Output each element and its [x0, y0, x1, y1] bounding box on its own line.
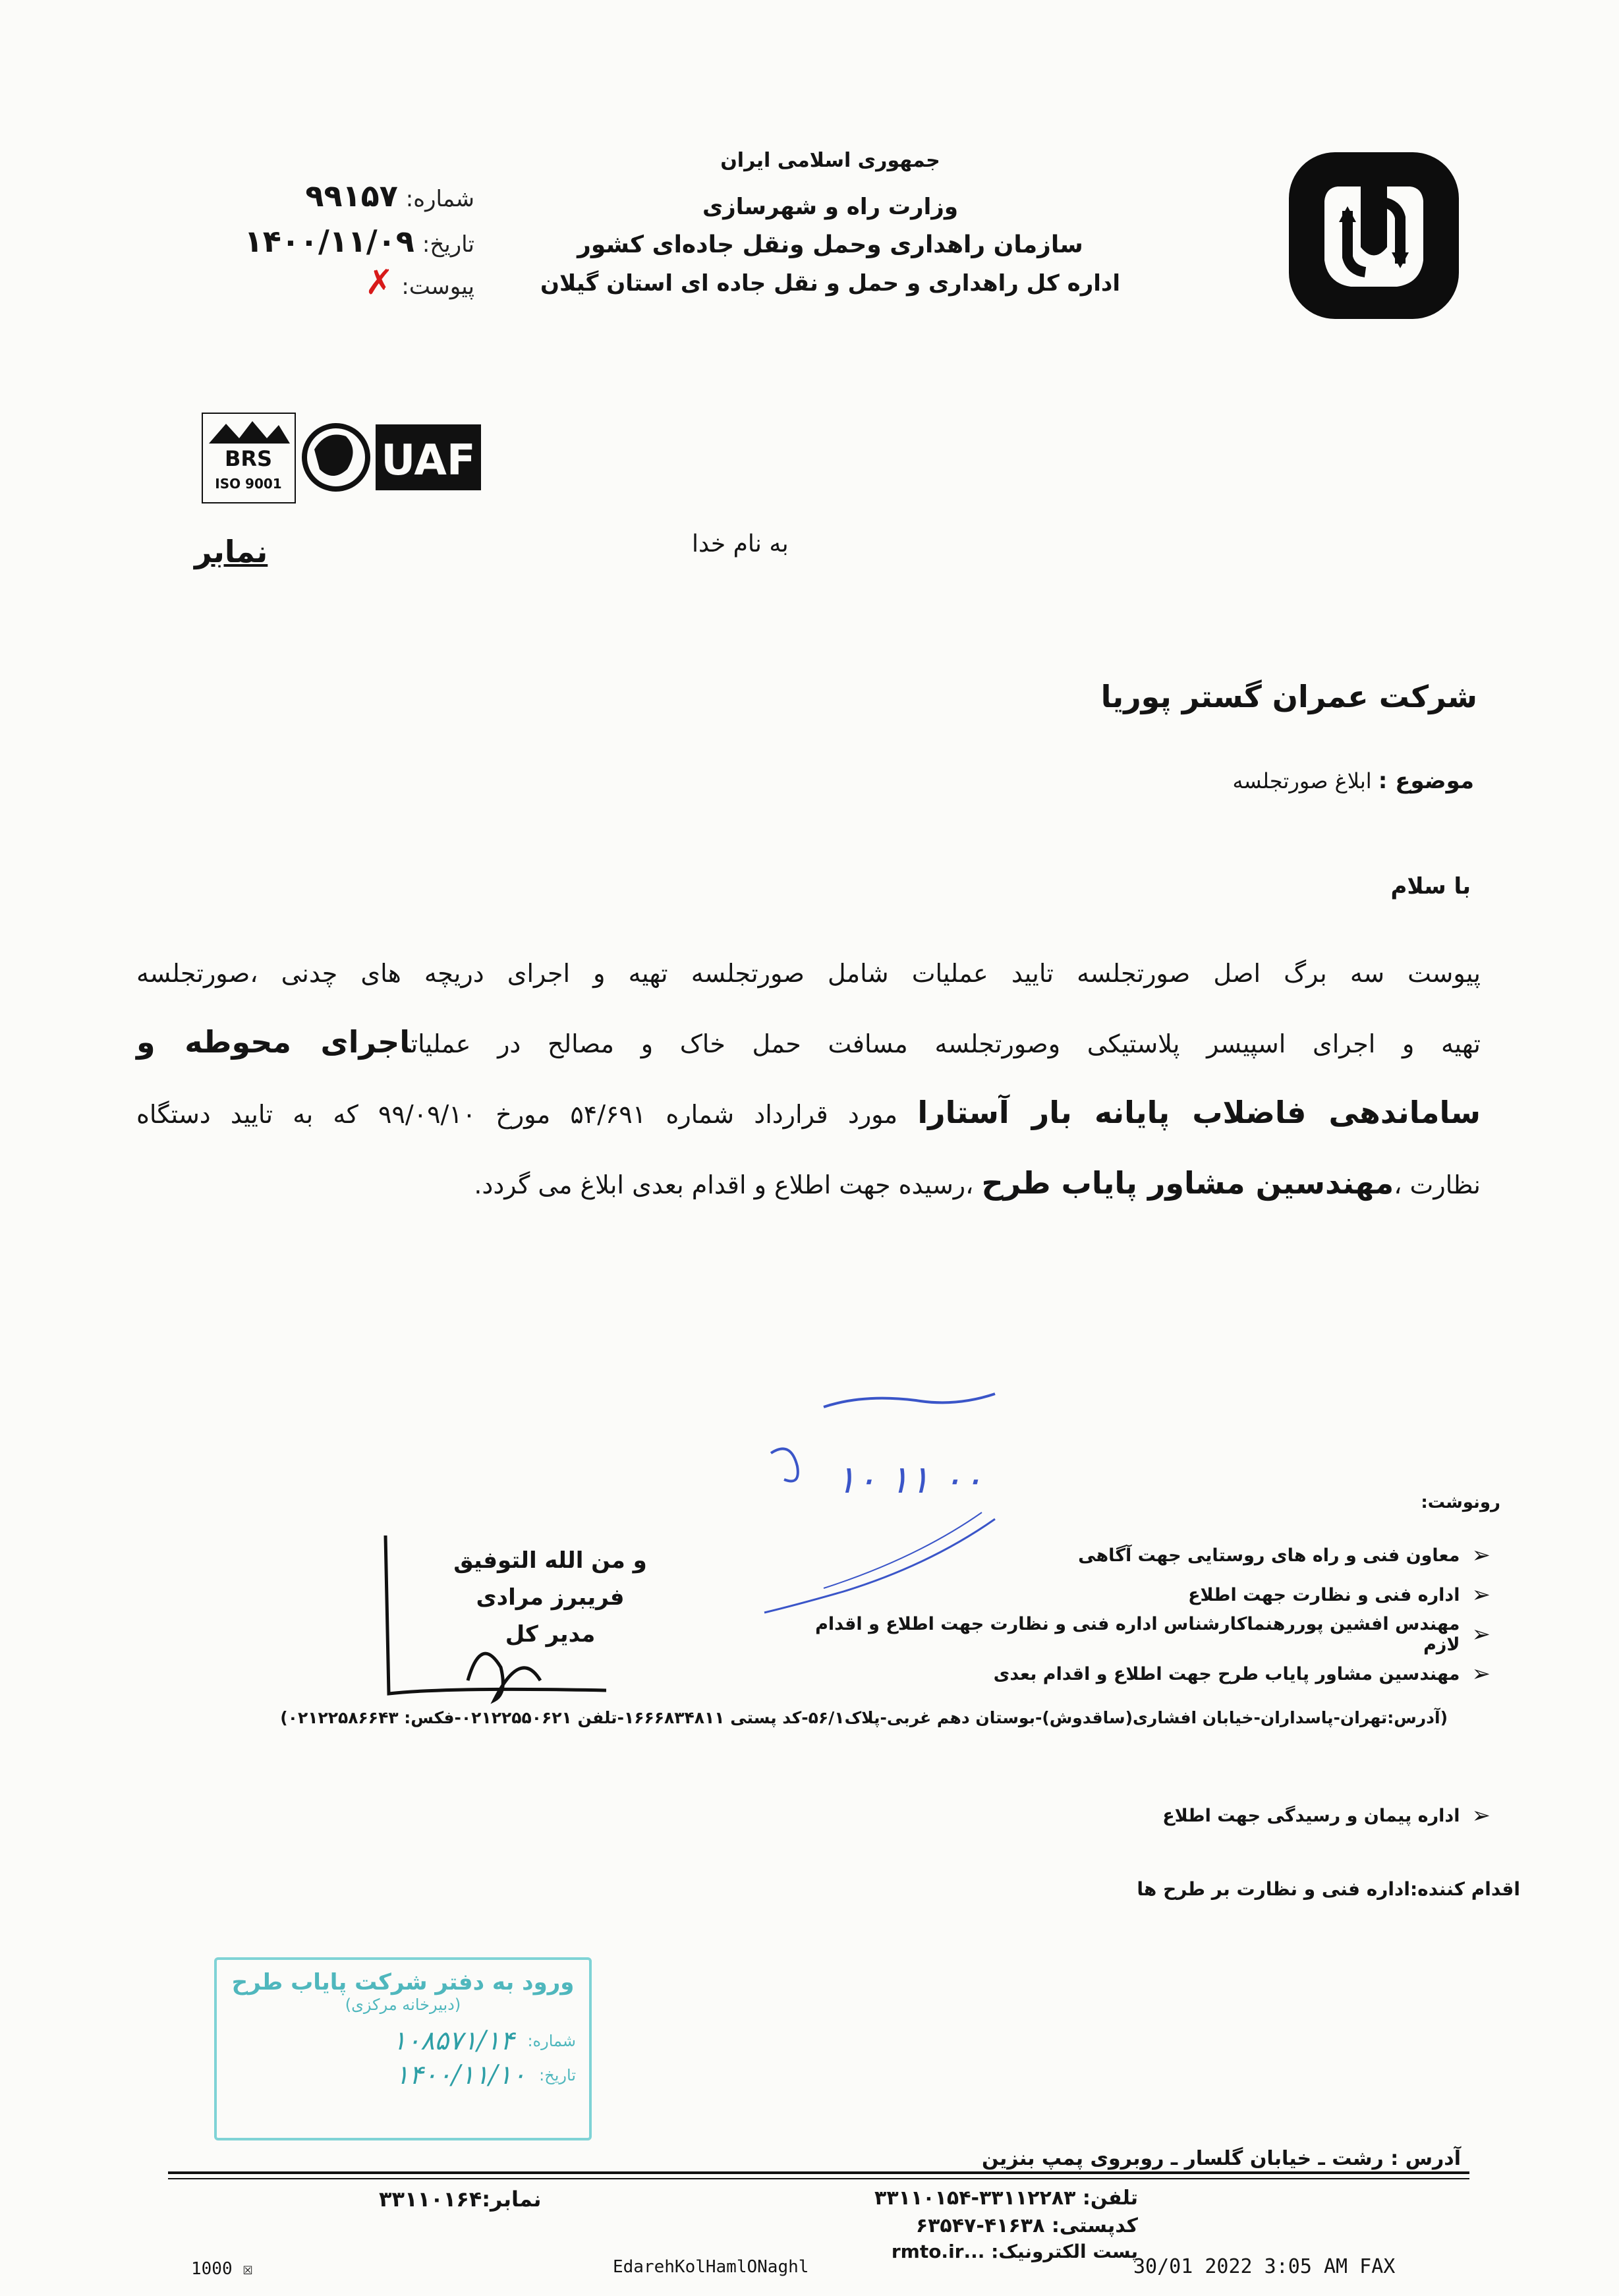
header-line-1: جمهوری اسلامی ایران	[720, 149, 940, 172]
number-label: شماره:	[405, 186, 474, 212]
footer-address: آدرس : رشت ـ خیابان گلسار ـ روبروی پمپ بنزین	[982, 2147, 1461, 2170]
footer-rule-thin	[168, 2178, 1469, 2179]
cc-item-text: مهندس افشین پوررهنماکارشناس اداره فنی و نظارت جهت اطلاع و اقدام لازم	[815, 1614, 1460, 1655]
cc-label: رونوشت:	[1421, 1493, 1500, 1512]
signature-block	[405, 1542, 695, 1653]
attach-label: پیوست:	[401, 273, 474, 300]
fax-header-sender: EdarehKolHamlONaghl	[613, 2257, 809, 2277]
signature-title: مدیر کل	[505, 1621, 596, 1648]
body-line-4-c: ،رسیده جهت اطلاع و اقدام بعدی ابلاغ می گردد.	[474, 1170, 982, 1199]
letter-number: ۹۹۱۵۷	[305, 178, 398, 214]
letter-meta	[198, 175, 474, 308]
organization-logo	[1285, 148, 1463, 323]
arrow-icon: ➢	[1471, 1621, 1491, 1648]
body-line-4-a: نظارت ،	[1394, 1170, 1481, 1199]
action-agent: اقدام کننده:اداره فنی و نظارت بر طرح ها	[1137, 1878, 1520, 1900]
body-line-1: پیوست سه برگ اصل صورتجلسه تایید عملیات شامل صورتجلسه تهیه و اجرای دریچه های چدنی ،صورتجلسه	[136, 959, 1481, 988]
subject-label: موضوع :	[1378, 768, 1474, 794]
stamp-number-row	[217, 2026, 589, 2056]
stamp-number-label: شماره:	[527, 2032, 576, 2050]
body-line-4-bold: مهندسین مشاور پایاب طرح	[981, 1165, 1394, 1201]
letterhead	[501, 142, 1160, 302]
arrow-icon: ➢	[1471, 1542, 1491, 1568]
signature-line-1: و من الله التوفیق	[453, 1547, 647, 1574]
arrow-icon: ➢	[1471, 1802, 1491, 1829]
cc-last-item	[1162, 1802, 1491, 1829]
subject-line	[1232, 768, 1474, 794]
header-line-3: سازمان راهداری وحمل ونقل جاده‌ای کشور	[577, 231, 1083, 258]
cc-consultant-address: (آدرس:تهران-پاسداران-خیابان افشاری(ساقدوش)-بوستان دهم غربی-پلاک۵۶/۱-کد پستی ۱۶۶۶۸۳۴۸۱۱-تلفن ۰۲۱۲۲۵۵۰۶۲۱-فکس: ۰۲۱۲۲۵۸۶۶۴۳)	[280, 1708, 1448, 1727]
handwritten-date: ۱۰ ۱۱ ۰۰	[836, 1457, 983, 1502]
cc-item	[792, 1615, 1491, 1654]
body-line-4	[136, 1149, 1481, 1219]
stamp-number: ۱۰۸۵۷۱/۱۴	[392, 2026, 515, 2056]
stamp-title: ورود به دفتر شرکت پایاب طرح	[231, 1969, 575, 1995]
letter-date: ۱۴۰۰/۱۱/۰۹	[244, 223, 414, 259]
cc-list	[792, 1535, 1491, 1694]
header-line-4: اداره کل راهداری و حمل و نقل جاده ای استان گیلان	[540, 270, 1121, 297]
header-line-2: وزارت راه و شهرسازی	[702, 194, 958, 220]
date-row	[198, 220, 474, 266]
body-line-3-text: مورد قرارداد شماره ۵۴/۶۹۱ مورخ ۹۹/۰۹/۱۰ که به تایید دستگاه	[136, 1100, 918, 1129]
letter-body	[136, 939, 1481, 1219]
body-line-2	[136, 1008, 1481, 1078]
fax-label: نمابر	[194, 534, 268, 569]
iso-text: ISO 9001	[215, 476, 282, 492]
stamp-date-label: تاریخ:	[539, 2066, 576, 2084]
stamp-date: ۱۴۰۰/۱۱/۱۰	[395, 2060, 526, 2090]
stamp-subtitle: (دبیرخانه مرکزی)	[345, 1995, 461, 2014]
addressee: شرکت عمران گستر پوریا	[1100, 679, 1477, 714]
footer-fax: نمابر:۳۳۱۱۰۱۶۴	[379, 2187, 542, 2212]
cc-item-text: اداره پیمان و رسیدگی جهت اطلاع	[1162, 1805, 1460, 1826]
incoming-mail-stamp	[214, 1957, 592, 2140]
footer-rule	[168, 2171, 1469, 2174]
body-line-3	[136, 1078, 1481, 1149]
greeting: با سلام	[1390, 873, 1471, 900]
fax-header-timestamp: 30/01 2022 3:05 AM FAX	[1133, 2255, 1396, 2278]
footer-phone: تلفن: ۳۳۱۱۲۲۸۳-۳۳۱۱۰۱۵۴	[874, 2187, 1138, 2210]
footer-email: پست الکترونیک: ...rmto.ir	[891, 2241, 1138, 2262]
stamp-date-row	[217, 2060, 589, 2090]
cc-item-text: مهندسین مشاور پایاب طرح جهت اطلاع و اقدام بعدی	[993, 1663, 1460, 1684]
body-line-3-bold: ساماندهی فاضلاب پایانه بار آستارا	[917, 1095, 1481, 1130]
date-label: تاریخ:	[422, 231, 474, 258]
body-line-2-text: تهیه و اجرای اسپیسر پلاستیکی وصورتجلسه مسافت حمل خاک و مصالح در عملیات	[411, 1029, 1481, 1058]
footer-postal-code: کدپستی: ۴۱۶۳۸-۶۳۵۴۷	[915, 2214, 1138, 2237]
arrow-icon: ➢	[1471, 1582, 1491, 1608]
number-row	[198, 175, 474, 220]
cc-item	[792, 1654, 1491, 1694]
signature-name: فریبرز مرادی	[476, 1584, 625, 1611]
arrow-icon: ➢	[1471, 1661, 1491, 1687]
body-line-2-bold: اجرای محوطه و	[136, 1024, 411, 1060]
uaf-badge	[300, 403, 484, 512]
uaf-text: UAF	[381, 436, 476, 485]
brs-text: BRS	[224, 446, 273, 471]
subject-text: ابلاغ صورتجلسه	[1232, 768, 1372, 793]
cc-item	[792, 1575, 1491, 1615]
attach-mark: ✗	[364, 263, 394, 302]
brs-iso-badge	[201, 412, 297, 504]
fax-header-page: 1000 ☒	[191, 2259, 253, 2279]
cc-item-text: اداره فنی و نظارت جهت اطلاع	[1188, 1584, 1460, 1605]
cc-item-text: معاون فنی و راه های روستایی جهت آگاهی	[1078, 1545, 1460, 1566]
attach-row	[198, 263, 474, 308]
cc-item	[792, 1535, 1491, 1575]
bismillah: به نام خدا	[692, 531, 789, 558]
